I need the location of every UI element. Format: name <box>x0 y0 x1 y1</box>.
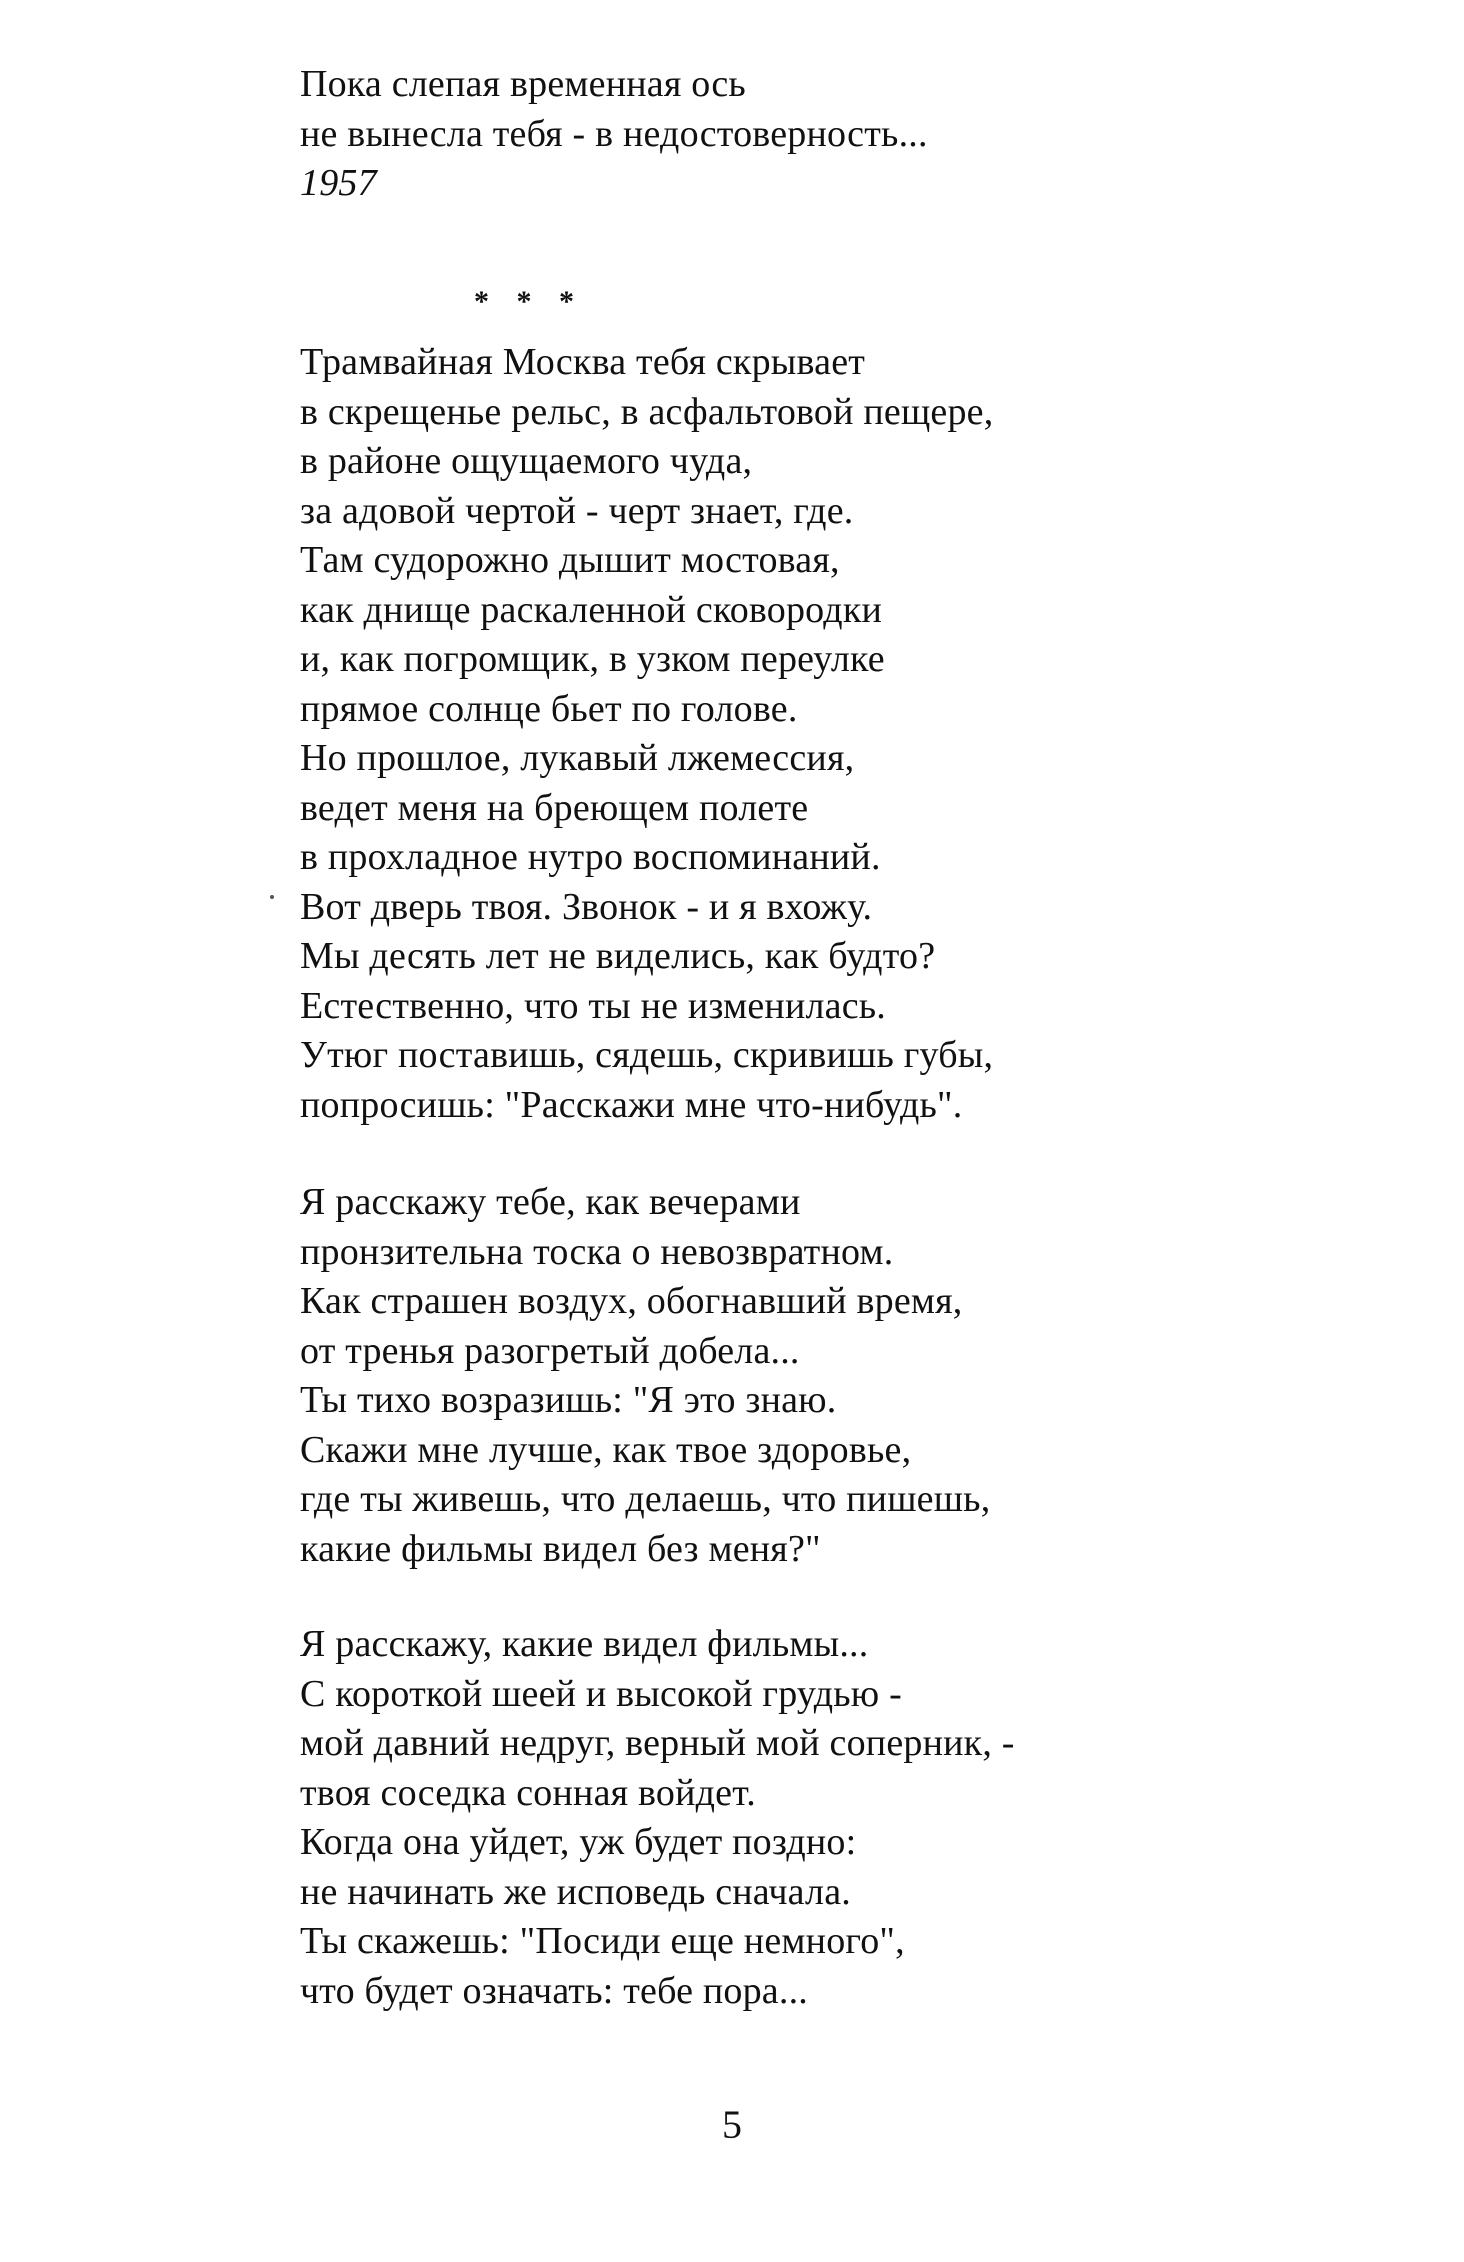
poem-line: Естественно, что ты не изменилась. <box>300 984 887 1027</box>
poem-line: мой давний недруг, верный мой соперник, - <box>300 1722 1015 1764</box>
poem-line: в прохладное нутро воспоминаний. <box>300 836 881 878</box>
stanza-3 <box>300 1620 1015 2016</box>
poem-line: Я расскажу тебе, как вечерами <box>300 1181 801 1223</box>
poem-line: от тренья разогретый добела... <box>300 1329 800 1372</box>
previous-poem-ending <box>300 60 928 209</box>
poem-line: Пока слепая временная ось <box>300 63 746 105</box>
poem-line: Мы десять лет не виделись, как будто? <box>300 935 936 977</box>
poem-line: Вот дверь твоя. Звонок - и я вхожу. <box>300 885 873 928</box>
poem-line: Утюг поставишь, сядешь, скривишь губы, <box>300 1034 994 1076</box>
poem-line: где ты живешь, что делаешь, что пишешь, <box>300 1478 991 1520</box>
poem-line: Ты тихо возразишь: "Я это знаю. <box>300 1379 837 1421</box>
poem-line: Там судорожно дышит мостовая, <box>300 539 840 581</box>
poem-line: какие фильмы видел без меня?" <box>300 1527 821 1570</box>
poem-line: пронзительна тоска о невозвратном. <box>300 1230 894 1273</box>
page-number: 5 <box>722 2102 742 2147</box>
poem-line: в скрещенье рельс, в асфальтовой пещере, <box>300 390 994 433</box>
poem-line: Трамвайная Москва тебя скрывает <box>300 341 866 383</box>
poem-line: и, как погромщик, в узком переулке <box>300 638 885 680</box>
print-speck <box>270 895 274 899</box>
poem-line: как днище раскаленной сковородки <box>300 588 883 631</box>
poem-line: Как страшен воздух, обогнавший время, <box>300 1280 963 1322</box>
poem-line: прямое солнце бьет по голове. <box>300 687 798 730</box>
poem-line: Но прошлое, лукавый лжемессия, <box>300 737 855 779</box>
poem-line: Ты скажешь: "Посиди еще немного", <box>300 1920 905 1962</box>
stanza-2 <box>300 1178 990 1574</box>
poem-line: ведет меня на бреющем полете <box>300 786 809 829</box>
poem-line: попросишь: "Расскажи мне что-нибудь". <box>300 1083 963 1126</box>
poem-line: твоя соседка сонная войдет. <box>300 1771 756 1814</box>
poem-line: что будет означать: тебе пора... <box>300 1969 808 2012</box>
stanza-1 <box>300 338 993 1130</box>
poem-year: 1957 <box>300 162 377 204</box>
poem-line: С короткой шеей и высокой грудью - <box>300 1672 902 1715</box>
poem-line: Я расскажу, какие видел фильмы... <box>300 1623 869 1665</box>
poem-line: в районе ощущаемого чуда, <box>300 440 753 482</box>
poem-line: за адовой чертой - черт знает, где. <box>300 489 854 532</box>
poem-line: Когда она уйдет, уж будет поздно: <box>300 1821 857 1863</box>
section-separator: * * * <box>474 285 584 318</box>
poem-line: не вынесла тебя - в недостоверность... <box>300 112 928 155</box>
poem-line: Скажи мне лучше, как твое здоровье, <box>300 1428 912 1471</box>
poem-line: не начинать же исповедь сначала. <box>300 1870 851 1913</box>
